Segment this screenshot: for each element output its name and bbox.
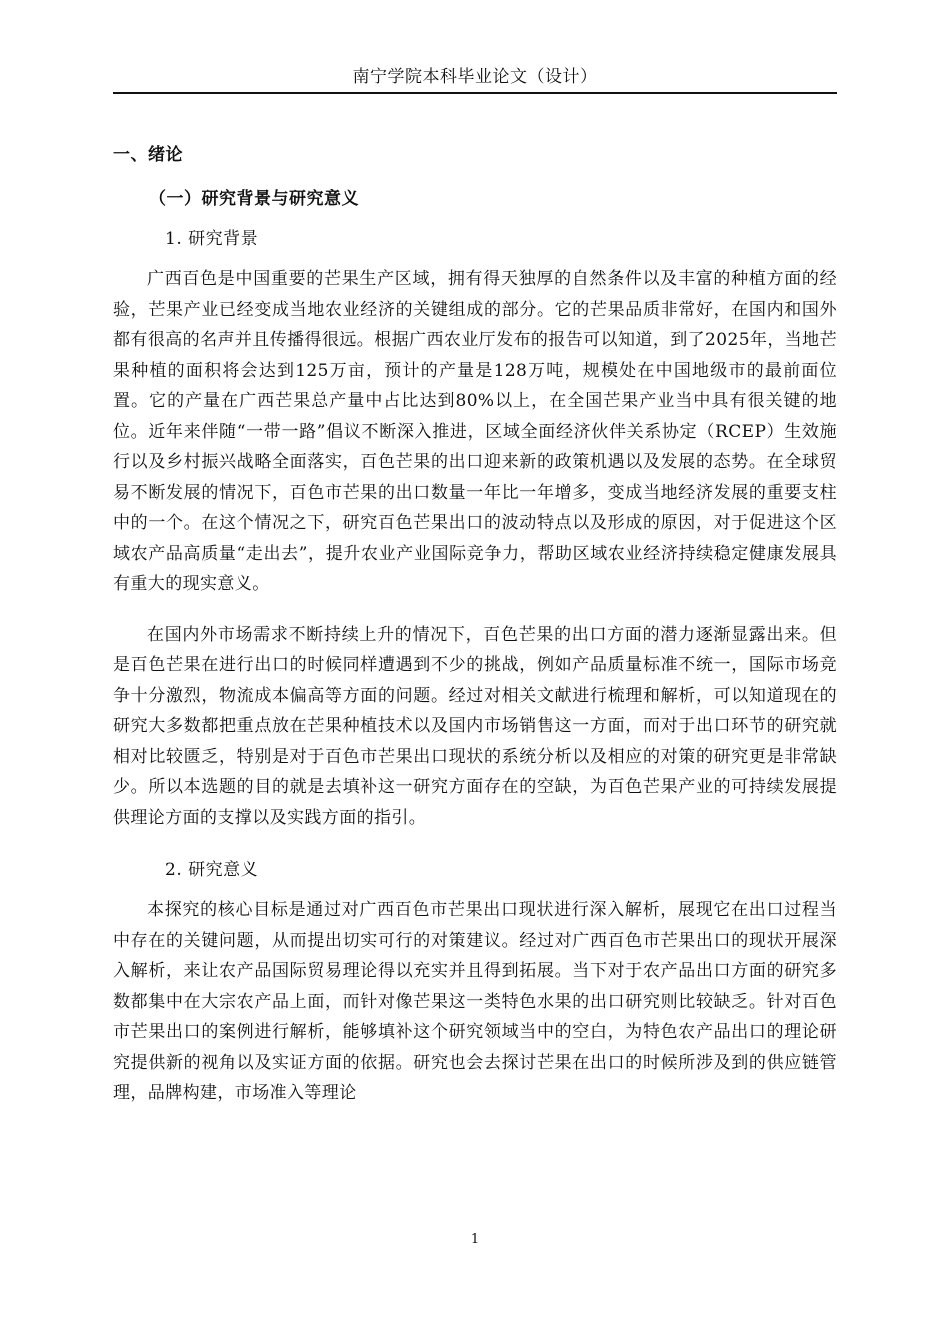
paragraph-background-1: 广西百色是中国重要的芒果生产区域，拥有得天独厚的自然条件以及丰富的种植方面的经验，芒果产业已经变成当地农业经济的关键组成的部分。它的芒果品质非常好，在国内和国外都有很高的名声并且传播得很远。根据广西农业厅发布的报告可以知道，到了2025年，当地芒果种植的面积将会达到125万亩，预计的产量是128万吨，规模处在中国地级市的最前面位置。它的产量在广西芒果总产量中占比达到80%以上，在全国芒果产业当中具有很关键的地位。近年来伴随“一带一路”倡议不断深入推进，区域全面经济伙伴关系协定（RCEP）生效施行以及乡村振兴战略全面落实，百色芒果的出口迎来新的政策机遇以及发展的态势。在全球贸易不断发展的情况下，百色市芒果的出口数量一年比一年增多，变成当地经济发展的重要支柱中的一个。在这个情况之下，研究百色芒果出口的波动特点以及形成的原因，对于促进这个区域农产品高质量“走出去”，提升农业产业国际竞争力，帮助区域农业经济持续稳定健康发展具有重大的现实意义。 [113,269,837,594]
chapter-heading: 一、绪论 [113,145,183,165]
subsection-heading-significance: 2. 研究意义 [165,860,259,880]
header-rule [113,92,837,94]
section-heading: （一）研究背景与研究意义 [149,189,359,209]
paragraph-significance-1: 本探究的核心目标是通过对广西百色市芒果出口现状进行深入解析，展现它在出口过程当中存在的关键问题，从而提出切实可行的对策建议。经过对广西百色市芒果出口的现状开展深入解析，来让农产品国际贸易理论得以充实并且得到拓展。当下对于农产品出口方面的研究多数都集中在大宗农产品上面，而针对像芒果这一类特色水果的出口研究则比较缺乏。针对百色市芒果出口的案例进行解析，能够填补这个研究领域当中的空白，为特色农产品出口的理论研究提供新的视角以及实证方面的依据。研究也会去探讨芒果在出口的时候所涉及到的供应链管理，品牌构建，市场准入等理论 [113,900,837,1103]
page-body [113,138,837,1109]
running-header: 南宁学院本科毕业论文（设计） [352,67,598,87]
subsection-heading-background: 1. 研究背景 [165,229,259,249]
page-number: 1 [470,1232,480,1247]
paragraph-background-2: 在国内外市场需求不断持续上升的情况下，百色芒果的出口方面的潜力逐渐显露出来。但是百色芒果在进行出口的时候同样遭遇到不少的挑战，例如产品质量标准不统一，国际市场竞争十分激烈，物流成本偏高等方面的问题。经过对相关文献进行梳理和解析，可以知道现在的研究大多数都把重点放在芒果种植技术以及国内市场销售这一方面，而对于出口环节的研究就相对比较匮乏，特别是对于百色市芒果出口现状的系统分析以及相应的对策的研究更是非常缺少。所以本选题的目的就是去填补这一研究方面存在的空缺，为百色芒果产业的可持续发展提供理论方面的支撑以及实践方面的指引。 [113,624,837,828]
